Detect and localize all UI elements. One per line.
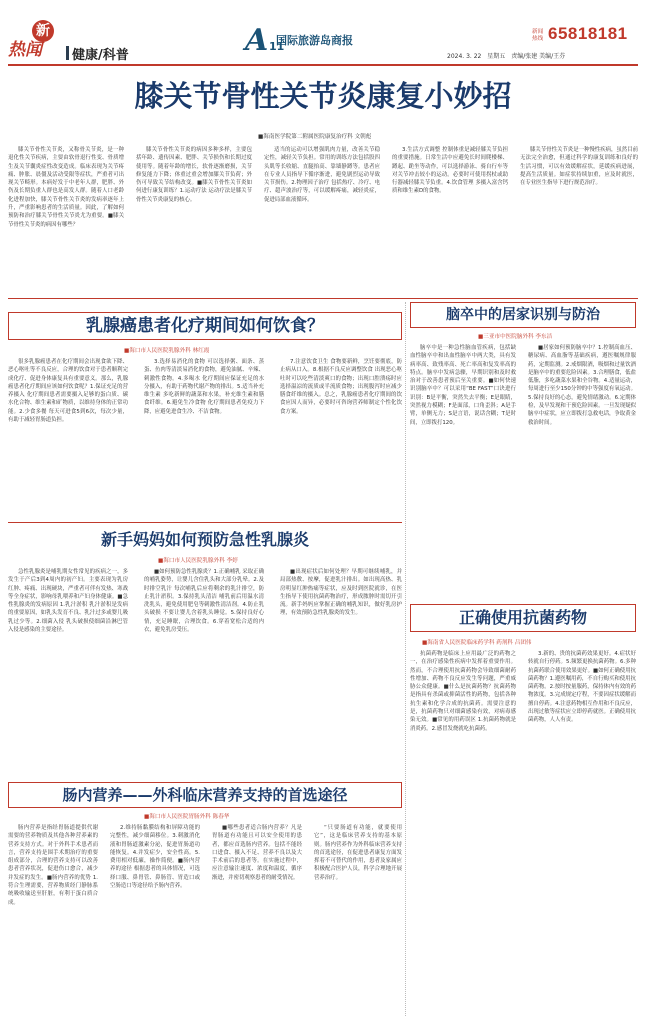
nutrition-col-1: 肠内营养是指经胃肠道提供代谢需要的营养物质及其他各种营养素的营养支持方式。对于外科手术患者而言，营养支持是围手术期治疗的重要组成部分，合理的营养支持可以改善患者营养状况，促进伤口愈合，减少并发症的发生。■肠内营养的优势 1.符合生理需要，营养物质经门静脉系统吸收输送至肝脏，有利于蛋白质合成。 [8,825,98,906]
breast-article-title: 乳腺癌患者化疗期间如何饮食？ [86,316,324,336]
column-divider [405,302,406,1016]
stroke-article-byline: ■三亚市中医院脑外科 李东洁 [478,334,553,340]
stroke-col-1: 脑卒中是一种急性脑血管疾病，包括缺血性脑卒中和出血性脑卒中两大类，具有发病率高、致残率高、死亡率高和复发率高的特点。脑卒中发病急骤，早期识别和及时救治对于改善患者预后至关重要。■如何快速识别脑卒中？可以采用“BE FAST”口诀进行识别：B是平衡，突然失去平衡；E是眼睛，突然视力模糊；F是面部，口角歪斜；A是手臂，单侧无力；S是言语，说话含糊；T是时间，立即拨打120。 [410,345,516,426]
nutrition-article-title: 肠内营养——外科临床营养支持的首选途径 [62,786,348,804]
main-article-col-5: 膝关节骨性关节炎是一种慢性疾病，虽然目前无法完全治愈，但通过科学的康复训练和良好的生活习惯，可以有效缓解症状，延缓疾病进展，提高生活质量。如症状持续加重，应及时就医，在专业医生指导下进行规范治疗。 [520,147,638,187]
badge-bottom-text: 热闻 [8,40,42,60]
main-article-col-2: 膝关节骨性关节炎的病因多种多样，主要包括年龄、遗传因素、肥胖、关节损伤和长期过度使用等。随着年龄的增长，软骨逐渐磨损，关节修复能力下降；体重过重会增加膝关节负荷；外伤可导致关节结构改变。■膝关节骨性关节炎如何进行康复训练？1.运动疗法 运动疗法是膝关节骨性关节炎康复的核心。 [136,147,252,203]
hotline-number: 65818181 [548,24,628,43]
badge-top-char: 新 [32,20,54,42]
hotline-label: 新闻热线 [532,29,544,42]
antibiotic-article-byline: ■海南省人民医院临床药学科 药剂科 吕团伟 [422,640,532,646]
nutrition-col-2: 2.维持肠黏膜结构和屏障功能的完整性，减少细菌移位。3.刺激消化液和胃肠道激素分泌，促进胃肠道功能恢复。4.并发症少，安全性高。5.费用相对低廉，操作简便。■肠内营养的途径 根据患者的具体情况，可选择口服、鼻胃管、鼻肠管、胃造口或空肠造口等途径给予肠内营养。 [110,825,200,890]
antibiotic-col-2: 3.新的、贵的抗菌药效果更好。4.症状好转就自行停药。5.频繁更换抗菌药物。6.多种抗菌药联合使用效果更好。■如何正确使用抗菌药物？1.遵医嘱用药，不自行购买和使用抗菌药物。2.按时按量服药，保持体内有效的药物浓度。3.完成规定疗程，不要因症状缓解而擅自停药。4.注意药物相互作用和不良反应，出现过敏等症状应立即停药就医。正确使用抗菌药物，人人有责。 [528,651,636,724]
issue-editors: 责编/张建 美编/王芬 [511,53,566,60]
breast-col-2: 3.选择易消化的食物 可以选择粥、面条、蒸蛋、鱼肉等清淡易消化的食物，避免油腻、辛辣、刺激性食物。4.多喝水 化疗期间应保证充足的水分摄入，有助于药物代谢产物的排出。5.适当补充维生素 多吃新鲜的蔬菜和水果，补充维生素和膳食纤维。6.避免生冷食物 化疗期间患者免疫力下降，应避免进食生冷、不洁食物。 [144,359,264,415]
header-rule [8,64,638,66]
page-letter: A [245,23,269,58]
page-num: 11 [269,40,285,53]
antibiotic-col-1: 抗菌药物是临床上应用最广泛的药物之一，在治疗感染性疾病中发挥着重要作用。然而，不合理使用抗菌药物会导致细菌耐药性增加、药物不良反应发生等问题，严重威胁公众健康。■什么是抗菌药物？抗菌药物是指具有杀菌或抑菌活性的药物，包括各种抗生素和化学合成的抗菌药。需要注意的是，抗菌药物只对细菌感染有效，对病毒感染无效。■常见的用药误区 1.抗菌药物就是消炎药。2.感冒发烧就吃抗菌药。 [410,651,516,732]
section-badge [8,20,64,64]
main-article-byline: ■海南医学院第二附属医院康复治疗科 文朝彪 [258,134,372,140]
main-article-title: 膝关节骨性关节炎康复小妙招 [134,79,512,113]
nutrition-col-3: ■哪些患者适合肠内营养？凡是胃肠道有功能且可以安全使用的患者，都应首选肠内营养。包括不能经口进食、摄入不足、营养不良以及大手术前后的患者等。在实施过程中，应注意输注速度、浓度和温度，循序渐进，并密切观察患者的耐受情况。 [212,825,302,881]
breast-article-byline: ■海口市人民医院乳腺外科 林红霞 [124,348,210,354]
main-article-body [8,146,638,294]
stroke-col-2: ■居家如何预防脑卒中？1.控制高血压、糖尿病、高血脂等基础疾病，遵医嘱规律服药，定期监测。2.戒烟限酒，吸烟和过量饮酒是脑卒中的重要危险因素。3.合理膳食，低盐低脂，多吃蔬菜水果和全谷物。4.适量运动，每周进行至少150分钟的中等强度有氧运动。5.保持良好的心态，避免情绪激动。6.定期体检，及早发现和干预危险因素。一旦发现疑似脑卒中症状，应立即拨打急救电话，争取黄金救治时间。 [528,345,636,426]
newborn-article-byline: ■海口市人民医院乳腺外科 李婷 [158,558,238,564]
newborn-top-rule [8,522,402,523]
issue-date: 2024. 3. 22 [447,53,482,60]
newborn-col-3: ■出现症状后如何处理？早期可继续哺乳，并局部热敷、按摩，促进乳汁排出。如出现高热、乳房明显红肿热痛等症状，应及时到医院就诊，在医生指导下使用抗菌药物治疗，形成脓肿时需切开引流。新手妈妈应掌握正确的哺乳知识，做好乳房护理，有效预防急性乳腺炎的发生。 [280,569,402,617]
main-article-col-1: 膝关节骨性关节炎，又称骨关节炎，是一种退化性关节疾病，主要由软骨退行性变、骨质增生及关节囊炎症性改变造成。临床表现为关节疼痛、肿胀、晨僵及活动受限等症状，严重者可出现关节畸形。本病好发于中老年人群，肥胖、外伤及长期负重人群也是高发人群。随着人口老龄化进程加快，膝关节骨性关节炎的发病率逐年上升，严重影响患者的生活质量。因此，了解如何预防和治疗膝关节骨性关节炎尤为重要。■膝关节骨性关节炎的病因有哪些？ [8,147,124,228]
stroke-article-title: 脑卒中的居家识别与防治 [446,307,600,323]
breast-col-1: 很多乳腺癌患者在化疗期间会出现食欲下降、恶心呕吐等不良反应，合理的饮食对于患者顺利完成化疗、促进身体康复具有重要意义。那么，乳腺癌患者化疗期间应该如何饮食呢？1.保证充足的营养摄入 化疗期间患者需要摄入足够的蛋白质、碳水化合物、维生素和矿物质，以维持身体的正常功能。2.少食多餐 每天可进食5到6次，每次少量，有助于减轻胃肠道负担。 [8,359,128,424]
issue-weekday: 星期五 [487,53,506,60]
paper-name: 国际旅游岛商报 [276,34,353,47]
newborn-col-1: 急性乳腺炎是哺乳期女性常见的疾病之一，多发生于产后3到4周内的初产妇。主要表现为乳房红肿、疼痛、出现硬块，严重者可伴有发热、寒战等全身症状，影响母乳喂养和产妇身体健康。■急性乳腺炎的发病原因 1.乳汁淤积 乳汁淤积是发病的重要原因，如乳头发育不良、乳汁过多或婴儿吸乳过少等。2.细菌入侵 乳头破损使细菌沿淋巴管入侵是感染的主要途径。 [8,569,128,634]
main-article-col-4: 3.生活方式调整 控制体重是减轻膝关节负担的重要措施。日常生活中应避免长时间爬楼梯、蹲起、跪坐等动作，可以选择游泳、骑自行车等对关节冲击较小的运动。必要时可使用拐杖或助行器减轻膝关节负重。4.饮食管理 多摄入富含钙质和维生素D的食物。 [392,147,508,195]
main-bottom-rule [8,298,638,299]
nutrition-col-4: “只要肠道有功能，就要使用它”，这是临床营养支持的基本原则。肠内营养作为外科临床营养支持的首选途径，在促进患者康复方面发挥着不可替代的作用，患者及家属应积极配合医护人员，科学合理地开展营养治疗。 [314,825,402,881]
section-separator [66,46,69,60]
issue-info [447,51,565,60]
newborn-col-2: ■如何预防急性乳腺炎？1.正确哺乳 采取正确的哺乳姿势，让婴儿含住乳头和大部分乳晕。2.及时排空乳汁 每次哺乳后应将剩余的乳汁排空，防止乳汁淤积。3.保持乳头清洁 哺乳前后用温水清洗乳头，避免使用肥皂等刺激性清洁剂。4.防止乳头破损 不要让婴儿含着乳头睡觉。5.保持良好心情，充足睡眠，合理饮食。6.穿着宽松合适的内衣，避免乳房受压。 [144,569,264,634]
section-name: 健康/科普 [72,48,129,63]
newborn-article-title: 新手妈妈如何预防急性乳腺炎 [100,530,309,549]
main-article-col-3: 适当的运动可以增强肌肉力量，改善关节稳定性，减轻关节负担。常用的训练方法包括股四头肌等长收缩、直腿抬高、靠墙静蹲等。患者应在专业人员指导下循序渐进，避免剧烈运动导致关节损伤。2.物理因子治疗 包括热疗、冷疗、电疗、超声波治疗等，可以缓解疼痛，减轻炎症，促进局部血液循环。 [264,147,380,203]
nutrition-article-byline: ■海口市人民医院胃肠外科 陈春华 [144,814,230,820]
antibiotic-article-title: 正确使用抗菌药物 [458,608,587,627]
breast-col-3: 7.注意饮食卫生 食物要新鲜，烹饪要彻底，防止病从口入。8.根据不良反应调整饮食 出现恶心呕吐时可以吃些清淡爽口的食物；出现口腔溃疡时应选择温凉的流质或半流质食物；出现腹泻时应减少膳食纤维的摄入。总之，乳腺癌患者化疗期间的饮食应因人而异，必要时可咨询营养师制定个性化饮食方案。 [280,359,402,415]
